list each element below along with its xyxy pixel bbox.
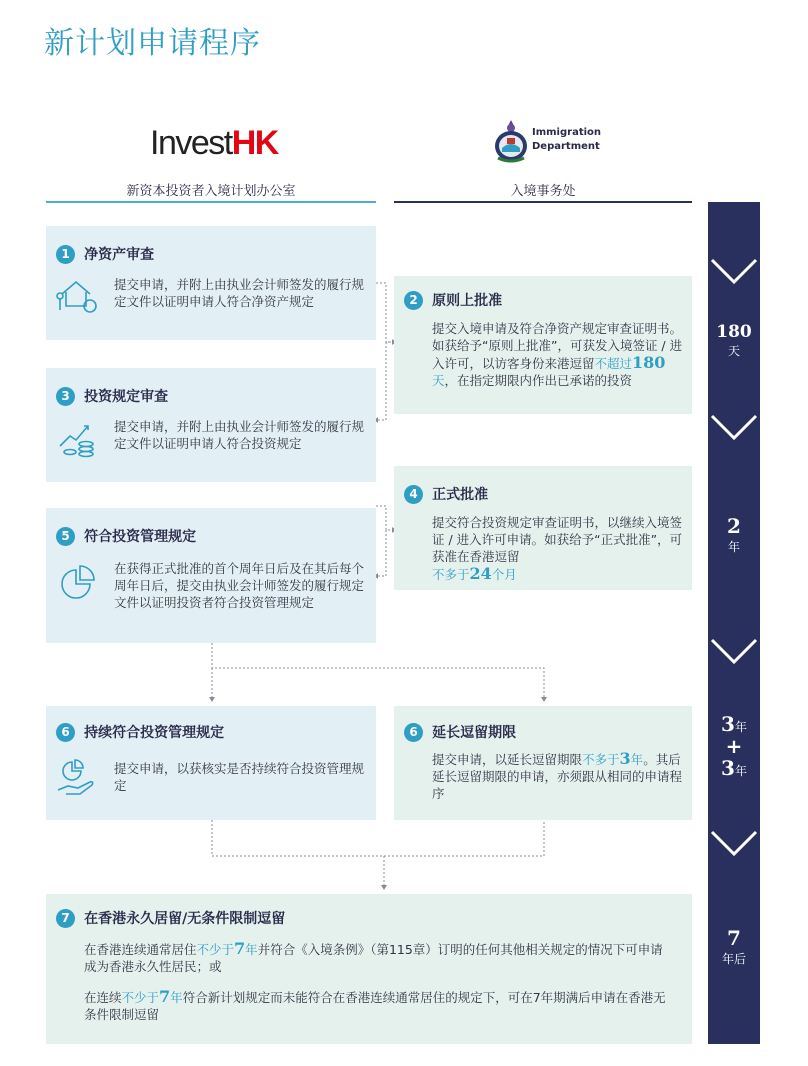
step-7-card <box>46 894 692 1044</box>
step-7-p2-b: 符合新计划规定而未能符合在香港连续通常居住的规定下，可在7年期满后申请在香港无条件限制逗留 <box>84 990 666 1022</box>
step-7-p1-hl1: 不少于 <box>196 942 235 957</box>
timeline-3a-number: 3 <box>721 712 735 736</box>
step-6-left-heading <box>56 722 224 742</box>
step-3-title: 投资规定审查 <box>84 389 169 405</box>
step-5-card <box>46 508 376 643</box>
timeline-3b-unit: 年 <box>734 764 747 778</box>
step-6-right-card <box>394 706 692 820</box>
step-7-p2-a: 在连续 <box>84 990 122 1005</box>
step-2-hl1: 不超过 <box>594 356 633 371</box>
step-5-number: 5 <box>56 527 75 546</box>
step-6-right-text <box>432 750 688 802</box>
step-7-p2-hl3: 年 <box>170 990 183 1005</box>
step-6-right-text-b: 。其后延长逗留期限的申请，亦须跟从相同的申请程序 <box>432 752 683 801</box>
step-5-title: 符合投资管理规定 <box>84 529 197 545</box>
step-3-number: 3 <box>56 387 75 406</box>
chevron-down-icon <box>712 260 756 282</box>
step-4-title: 正式批准 <box>432 487 489 503</box>
step-3-heading <box>56 386 168 406</box>
step-7-paragraph-1 <box>84 940 674 975</box>
step-2-card <box>394 276 692 414</box>
step-4-hl3: 个月 <box>491 567 517 582</box>
step-4-number: 4 <box>404 485 423 504</box>
step-7-heading <box>56 908 285 928</box>
logo-text-invest: Invest <box>150 124 232 162</box>
step-1-text: 提交申请，并附上由执业会计师签发的履行规定文件以证明申请人符合净资产规定 <box>114 277 365 309</box>
step-7-paragraph-2 <box>84 988 674 1023</box>
step-6-left-title: 持续符合投资管理规定 <box>84 725 225 741</box>
timeline-2-unit: 年 <box>727 540 740 554</box>
step-2-text <box>432 320 684 389</box>
step-2-hl3: 天 <box>432 373 445 388</box>
timeline-3a-unit: 年 <box>734 720 747 734</box>
step-1-heading <box>56 244 154 264</box>
step-5-heading <box>56 526 196 546</box>
timeline-180-unit: 天 <box>727 344 740 358</box>
house-money-icon <box>56 276 100 316</box>
step-7-p1-hl3: 年 <box>245 942 258 957</box>
timeline-plus: + <box>725 734 743 758</box>
step-6-right-hl2: 3 <box>619 749 631 768</box>
timeline-7-unit: 年后 <box>721 952 746 966</box>
step-3-card <box>46 368 376 482</box>
step-6-right-title: 延长逗留期限 <box>432 725 517 741</box>
chevron-down-icon <box>712 416 756 438</box>
timeline-3b-number: 3 <box>721 756 735 780</box>
step-7-p1-b: 并符合《入境条例》（第115章）订明的任何其他相关规定的情况下可申请成为香港永久性居民；或 <box>84 942 663 974</box>
chevron-down-icon <box>712 640 756 662</box>
immigration-line1: Immigration <box>532 127 602 138</box>
step-3-text: 提交申请，并附上由执业会计师签发的履行规定文件以证明申请人符合投资规定 <box>114 419 365 451</box>
growth-coins-icon <box>56 418 100 458</box>
timeline-180-number: 180 <box>716 322 752 342</box>
step-6-left-text: 提交申请，以获核实是否持续符合投资管理规定 <box>114 761 365 793</box>
step-7-p1-a: 在香港连续通常居住 <box>84 942 197 957</box>
step-6-right-hl3: 年 <box>630 752 644 767</box>
step-1-number: 1 <box>56 245 75 264</box>
hand-chart-icon <box>56 758 100 798</box>
pie-chart-icon <box>56 564 100 604</box>
page-title: 新计划申请程序 <box>44 26 261 61</box>
step-7-title: 在香港永久居留/无条件限制逗留 <box>84 911 286 927</box>
step-4-hl2: 24 <box>469 564 492 583</box>
step-7-p1-hl2: 7 <box>234 939 246 958</box>
step-4-heading <box>404 484 488 504</box>
timeline-180-days <box>708 322 760 359</box>
immigration-line2: Department <box>532 141 600 152</box>
step-4-text <box>432 514 684 583</box>
step-7-p2-hl2: 7 <box>159 987 171 1006</box>
step-7-number: 7 <box>56 909 75 928</box>
step-4-card <box>394 466 692 590</box>
step-2-number: 2 <box>404 291 423 310</box>
step-2-hl2: 180 <box>632 353 666 372</box>
right-column-heading: 入境事务处 <box>510 184 576 199</box>
logo-text-hk: HK <box>231 124 278 162</box>
step-4-hl1: 不多于 <box>432 567 470 582</box>
step-5-text: 在获得正式批准的首个周年日后及在其后每个周年日后，提交由执业会计师签发的履行规定文件以证明投资者符合投资管理规定 <box>114 561 365 610</box>
step-6-right-number: 6 <box>404 723 423 742</box>
step-6-right-hl1: 不多于 <box>582 752 620 767</box>
step-7-p2-hl1: 不少于 <box>121 990 160 1005</box>
step-6-right-heading <box>404 722 516 742</box>
step-6-left-number: 6 <box>56 723 75 742</box>
timeline-2-years <box>708 514 760 555</box>
timeline-2-number: 2 <box>727 514 741 538</box>
step-1-card <box>46 226 376 340</box>
timeline-7-number: 7 <box>727 926 741 950</box>
step-6-right-text-a: 提交申请，以延长逗留期限 <box>432 752 583 767</box>
step-4-text-a: 提交符合投资规定审查证明书，以继续入境签证 / 进入许可申请。如获给予“正式批准”，可获准在香港逗留 <box>432 515 683 564</box>
step-6-left-card <box>46 706 376 820</box>
timeline-7-years <box>708 926 760 967</box>
step-2-text-a: 提交入境申请及符合净资产规定审查证明书。如获给予“原则上批准”，可获发入境签证 / 进入许可，以访客身份来港逗留 <box>432 321 683 371</box>
step-2-heading <box>404 290 502 310</box>
step-1-title: 净资产审查 <box>84 247 155 263</box>
chevron-down-icon <box>712 832 756 854</box>
left-column-heading: 新资本投资者入境计划办公室 <box>126 184 296 199</box>
step-2-title: 原则上批准 <box>432 293 503 309</box>
timeline-3-plus-3-years <box>708 712 760 780</box>
step-2-text-b: ，在指定期限内作出已承诺的投资 <box>444 373 633 388</box>
